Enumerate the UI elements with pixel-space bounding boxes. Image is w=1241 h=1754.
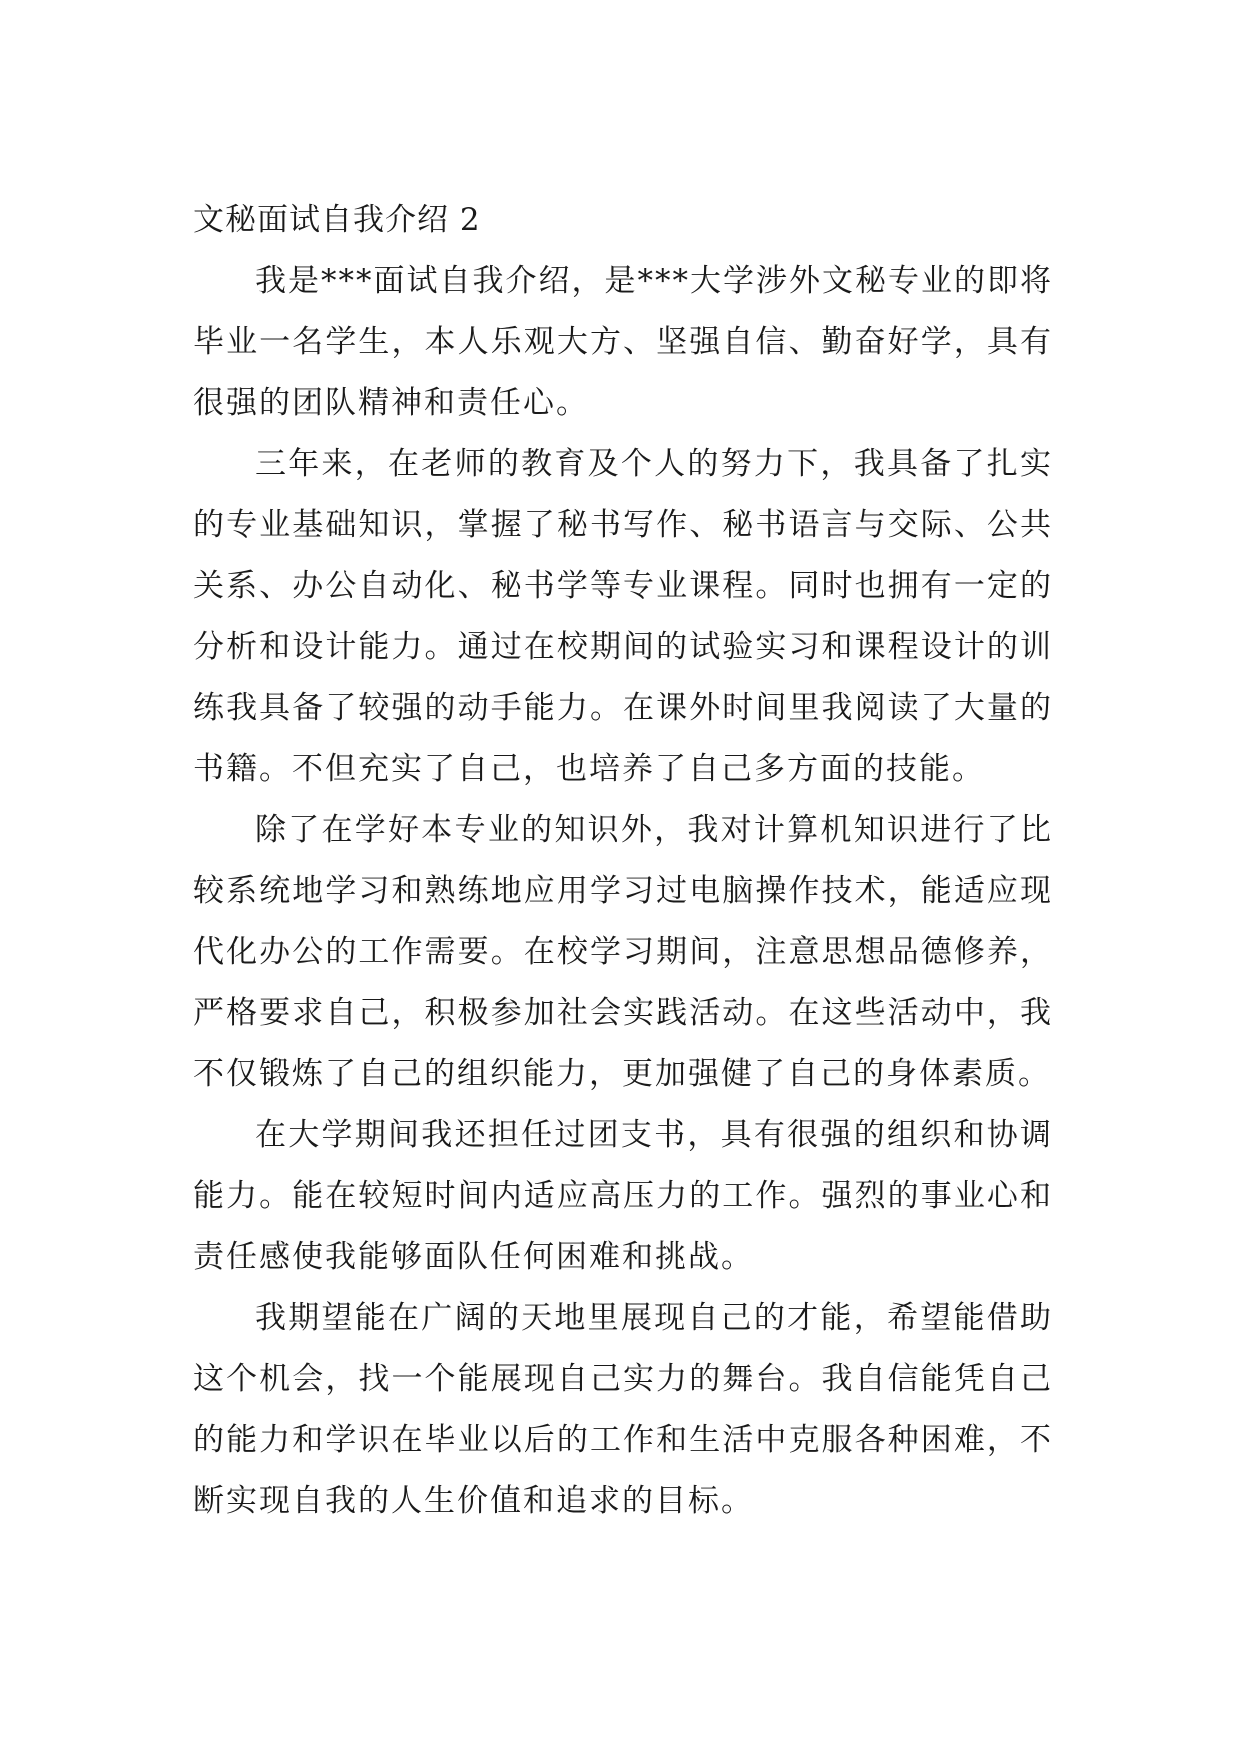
document-page [193, 190, 1053, 1532]
document-title: 文秘面试自我介绍 2 [193, 202, 481, 238]
paragraph-computer-skills: 除了在学好本专业的知识外，我对计算机知识进行了比较系统地学习和熟练地应用学习过电脑操作技术，能适应现代化办公的工作需要。在校学习期间，注意思想品德修养，严格要求自己，积极参加社会实践活动。在这些活动中，我不仅锻炼了自己的组织能力，更加强健了自己的身体素质。 [193, 812, 1053, 1092]
paragraph-intro: 我是***面试自我介绍，是***大学涉外文秘专业的即将毕业一名学生，本人乐观大方、坚强自信、勤奋好学，具有很强的团队精神和责任心。 [193, 263, 1053, 421]
paragraph-study: 三年来，在老师的教育及个人的努力下，我具备了扎实的专业基础知识，掌握了秘书写作、秘书语言与交际、公共关系、办公自动化、秘书学等专业课程。同时也拥有一定的分析和设计能力。通过在校期间的试验实习和课程设计的训练我具备了较强的动手能力。在课外时间里我阅读了大量的书籍。不但充实了自己，也培养了自己多方面的技能。 [193, 446, 1053, 787]
paragraph-aspiration: 我期望能在广阔的天地里展现自己的才能，希望能借助这个机会，找一个能展现自己实力的舞台。我自信能凭自己的能力和学识在毕业以后的工作和生活中克服各种困难，不断实现自我的人生价值和追求的目标。 [193, 1300, 1053, 1519]
paragraph-leadership: 在大学期间我还担任过团支书，具有很强的组织和协调能力。能在较短时间内适应高压力的工作。强烈的事业心和责任感使我能够面队任何困难和挑战。 [193, 1117, 1053, 1275]
